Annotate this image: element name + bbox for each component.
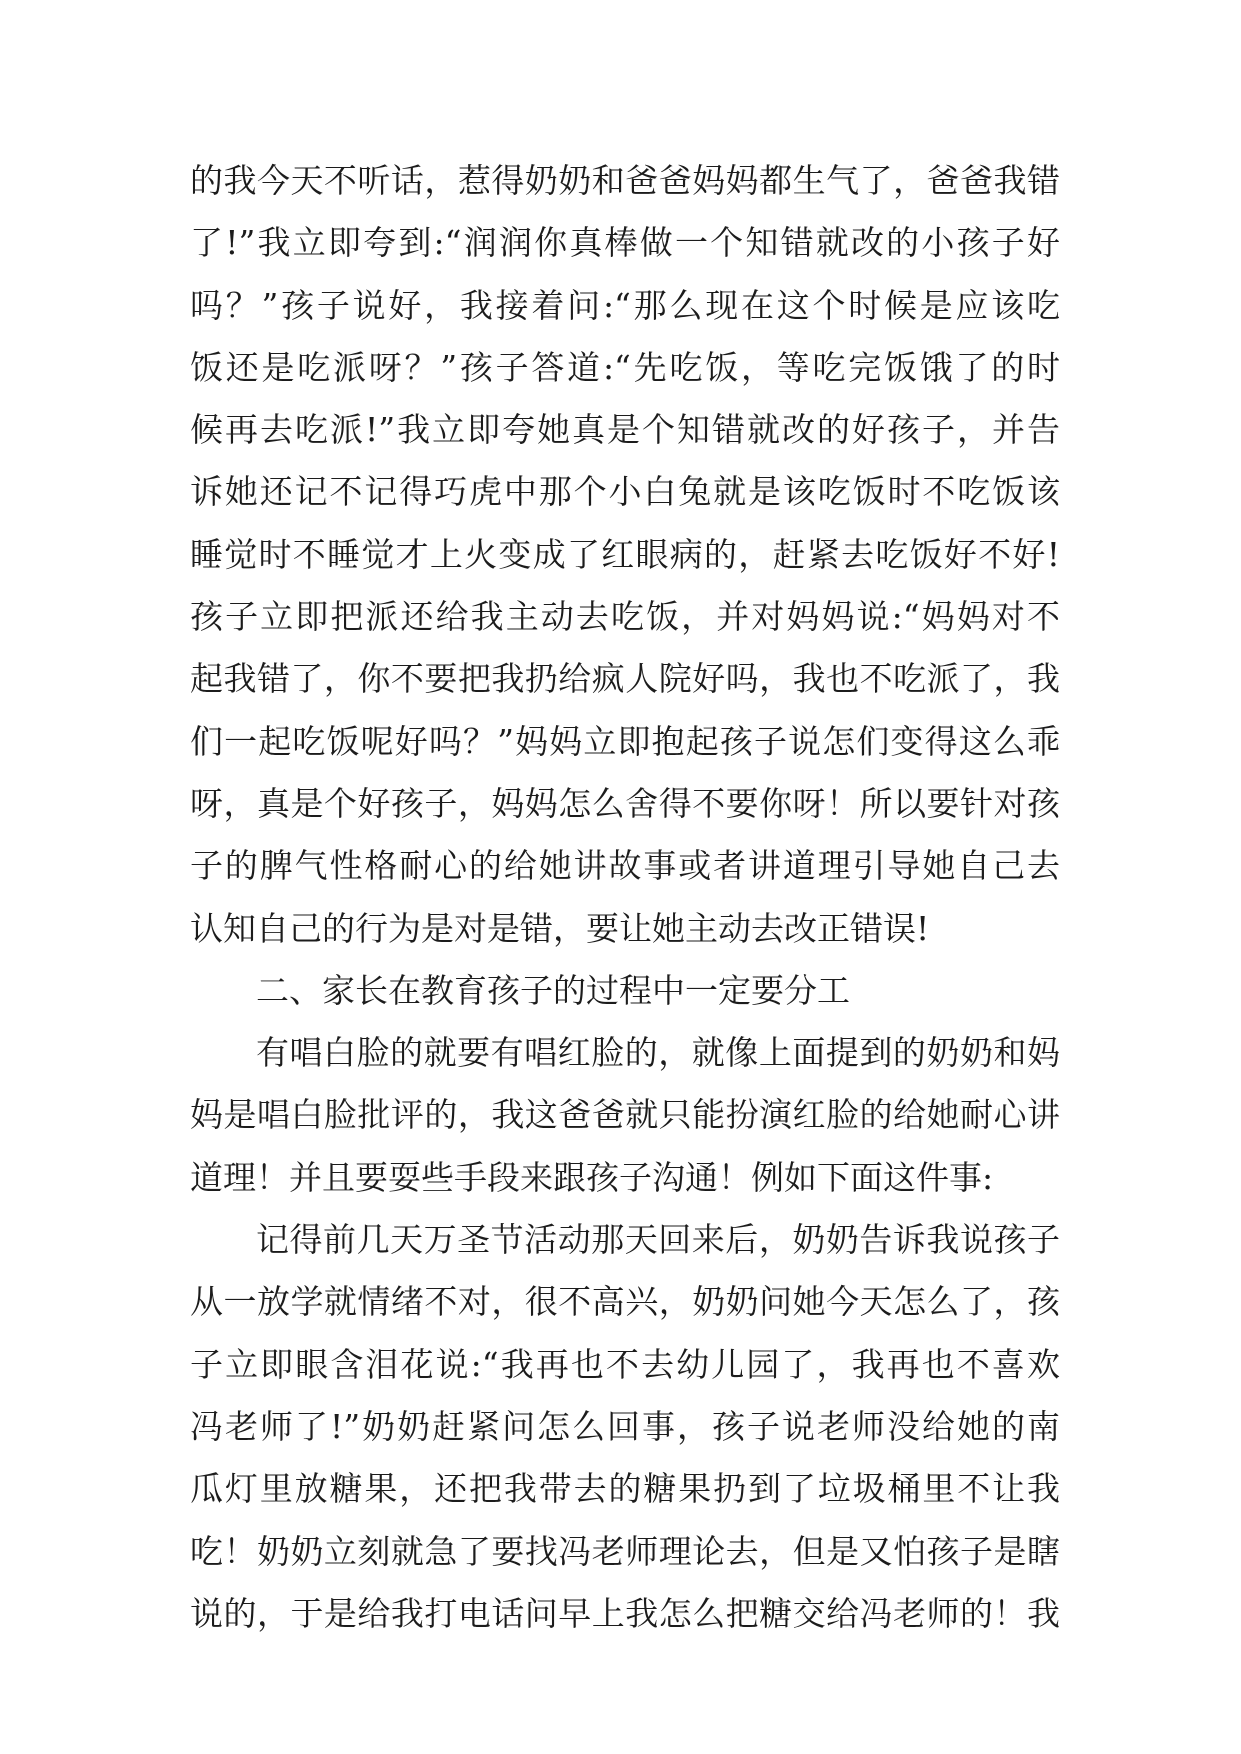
document-body	[190, 150, 1060, 1645]
text-line: 说的，于是给我打电话问早上我怎么把糖交给冯老师的！我	[190, 1593, 1060, 1633]
text-line: 瓜灯里放糖果，还把我带去的糖果扔到了垃圾桶里不让我	[190, 1469, 1060, 1509]
text-line: 起我错了，你不要把我扔给疯人院好吗，我也不吃派了，我	[190, 659, 1060, 699]
text-line: 吃！奶奶立刻就急了要找冯老师理论去，但是又怕孩子是瞎	[190, 1531, 1060, 1571]
text-line: 诉她还记不记得巧虎中那个小白兔就是该吃饭时不吃饭该	[190, 472, 1060, 512]
text-line: 冯老师了!”奶奶赶紧问怎么回事，孩子说老师没给她的南	[190, 1406, 1060, 1446]
text-line: 睡觉时不睡觉才上火变成了红眼病的，赶紧去吃饭好不好!	[190, 534, 1060, 574]
text-line: 了!”我立即夸到:“润润你真棒做一个知错就改的小孩子好	[190, 223, 1060, 263]
text-line: 吗？”孩子说好，我接着问:“那么现在这个时候是应该吃	[190, 285, 1060, 325]
text-line: 有唱白脸的就要有唱红脸的，就像上面提到的奶奶和妈	[256, 1033, 1060, 1073]
text-line: 道理！并且要耍些手段来跟孩子沟通！例如下面这件事:	[190, 1157, 994, 1197]
text-line: 呀，真是个好孩子，妈妈怎么舍得不要你呀！所以要针对孩	[190, 783, 1060, 823]
text-line: 的我今天不听话，惹得奶奶和爸爸妈妈都生气了，爸爸我错	[190, 161, 1060, 200]
text-line: 妈是唱白脸批评的，我这爸爸就只能扮演红脸的给她耐心讲	[190, 1095, 1060, 1135]
text-line: 从一放学就情绪不对，很不高兴，奶奶问她今天怎么了，孩	[190, 1282, 1060, 1322]
text-line: 子立即眼含泪花说:“我再也不去幼儿园了，我再也不喜欢	[190, 1344, 1060, 1384]
text-line: 孩子立即把派还给我主动去吃饭，并对妈妈说:“妈妈对不	[190, 597, 1060, 637]
text-line: 饭还是吃派呀？”孩子答道:“先吃饭，等吃完饭饿了的时	[190, 347, 1060, 387]
text-line: 子的脾气性格耐心的给她讲故事或者讲道理引导她自己去	[190, 846, 1060, 886]
text-line: 二、家长在教育孩子的过程中一定要分工	[256, 970, 850, 1010]
text-line: 认知自己的行为是对是错，要让她主动去改正错误!	[190, 908, 930, 948]
text-line: 候再去吃派!”我立即夸她真是个知错就改的好孩子，并告	[190, 410, 1060, 450]
text-line: 记得前几天万圣节活动那天回来后，奶奶告诉我说孩子	[256, 1220, 1060, 1260]
text-line: 们一起吃饭呢好吗？”妈妈立即抱起孩子说怎们变得这么乖	[190, 721, 1060, 761]
